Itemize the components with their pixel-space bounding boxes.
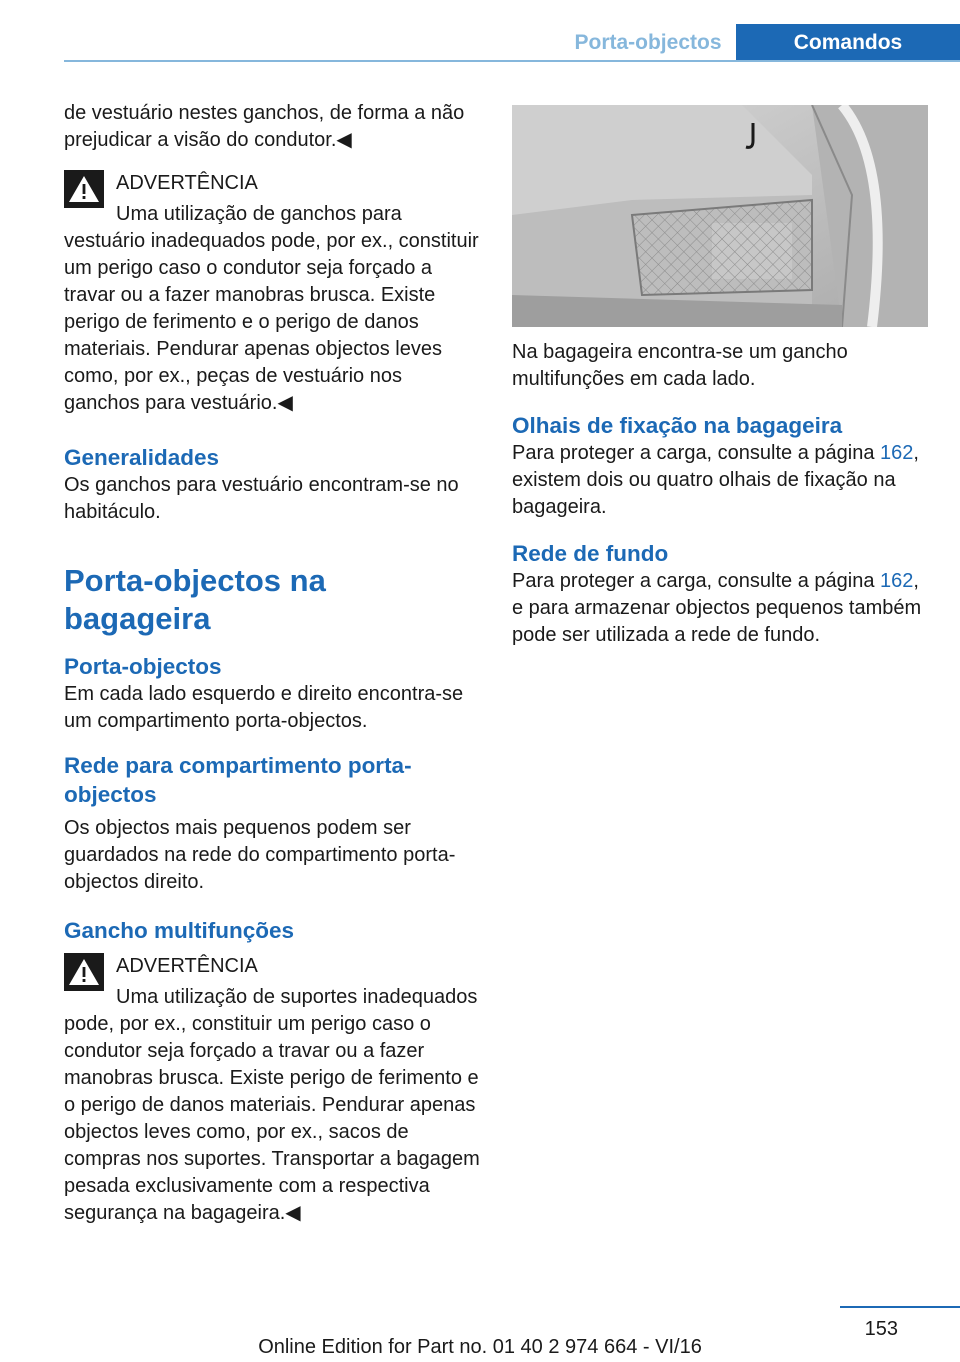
- footer-edition: Online Edition for Part no. 01 40 2 974 664 - VI/16: [258, 1336, 702, 1358]
- header-chapter-tab: Comandos: [736, 24, 960, 62]
- olhais-text: Para proteger a carga, consulte a página 162, existem dois ou quatro olhais de fixação na bagageira.: [512, 442, 919, 518]
- trunk-photo: [512, 105, 928, 327]
- intro-text: de vestuário nestes ganchos, de forma a não prejudicar a visão do condutor.◀: [64, 102, 465, 151]
- warning-body: Uma utilização de suportes inadequados pode, por ex., constituir um perigo caso o condutor seja forçado a travar ou a fazer manobras brusca. Existe perigo de ferimento e o perigo de danos materiais. Pendurar apenas objectos leves como, por ex., sacos de compras nos suportes. Transportar a bagagem pesada exclusivamente com a respectiva segurança na bagageira.◀: [64, 986, 480, 1224]
- generalidades-heading: Generalidades: [64, 445, 220, 470]
- left-column: [64, 100, 480, 1227]
- right-column: [512, 105, 928, 649]
- porta-objectos-heading: Porta-objectos: [64, 654, 222, 679]
- page-reference-link[interactable]: 162: [880, 570, 914, 592]
- warning-title: ADVERTÊNCIA: [116, 955, 258, 977]
- page-reference-link[interactable]: 162: [880, 442, 914, 464]
- gancho-heading: Gancho multifunções: [64, 918, 295, 943]
- photo-caption: Na bagageira encontra-se um gancho multifunções em cada lado.: [512, 341, 848, 390]
- rede-fundo-heading: Rede de fundo: [512, 541, 669, 566]
- warning-title: ADVERTÊNCIA: [116, 172, 258, 194]
- header-section-tab: Porta-objectos: [574, 31, 722, 54]
- header-rule: [64, 60, 960, 62]
- rede-fundo-text: Para proteger a carga, consulte a página 162, e para armazenar objectos pequenos também pode ser utilizada a rede de fundo.: [512, 570, 922, 646]
- warning-box: [64, 170, 480, 417]
- rede-compartimento-heading: Rede para compartimento porta-objectos: [64, 753, 412, 807]
- warning-body: Uma utilização de ganchos para vestuário inadequados pode, por ex., constituir um perigo caso o condutor seja forçado a travar ou a fazer manobras brusca. Existe perigo de ferimento e o perigo de danos materiais. Pendurar apenas objectos leves como, por ex., peças de vestuário nos ganchos para vestuário.◀: [64, 203, 479, 414]
- footer-rule: [840, 1306, 960, 1308]
- warning-triangle-icon: [64, 953, 104, 991]
- generalidades-text: Os ganchos para vestuário encontram-se no habitáculo.: [64, 474, 459, 523]
- warning-box: [64, 953, 480, 1227]
- warning-triangle-icon: [64, 170, 104, 208]
- page-number: 153: [864, 1318, 898, 1340]
- porta-objectos-text: Em cada lado esquerdo e direito encontra-se um compartimento porta-objectos.: [64, 683, 464, 732]
- rede-compartimento-text: Os objectos mais pequenos podem ser guardados na rede do compartimento porta-objectos direito.: [64, 817, 456, 893]
- section-title: Porta-objectos na bagageira: [64, 563, 326, 636]
- olhais-heading: Olhais de fixação na bagageira: [512, 413, 843, 438]
